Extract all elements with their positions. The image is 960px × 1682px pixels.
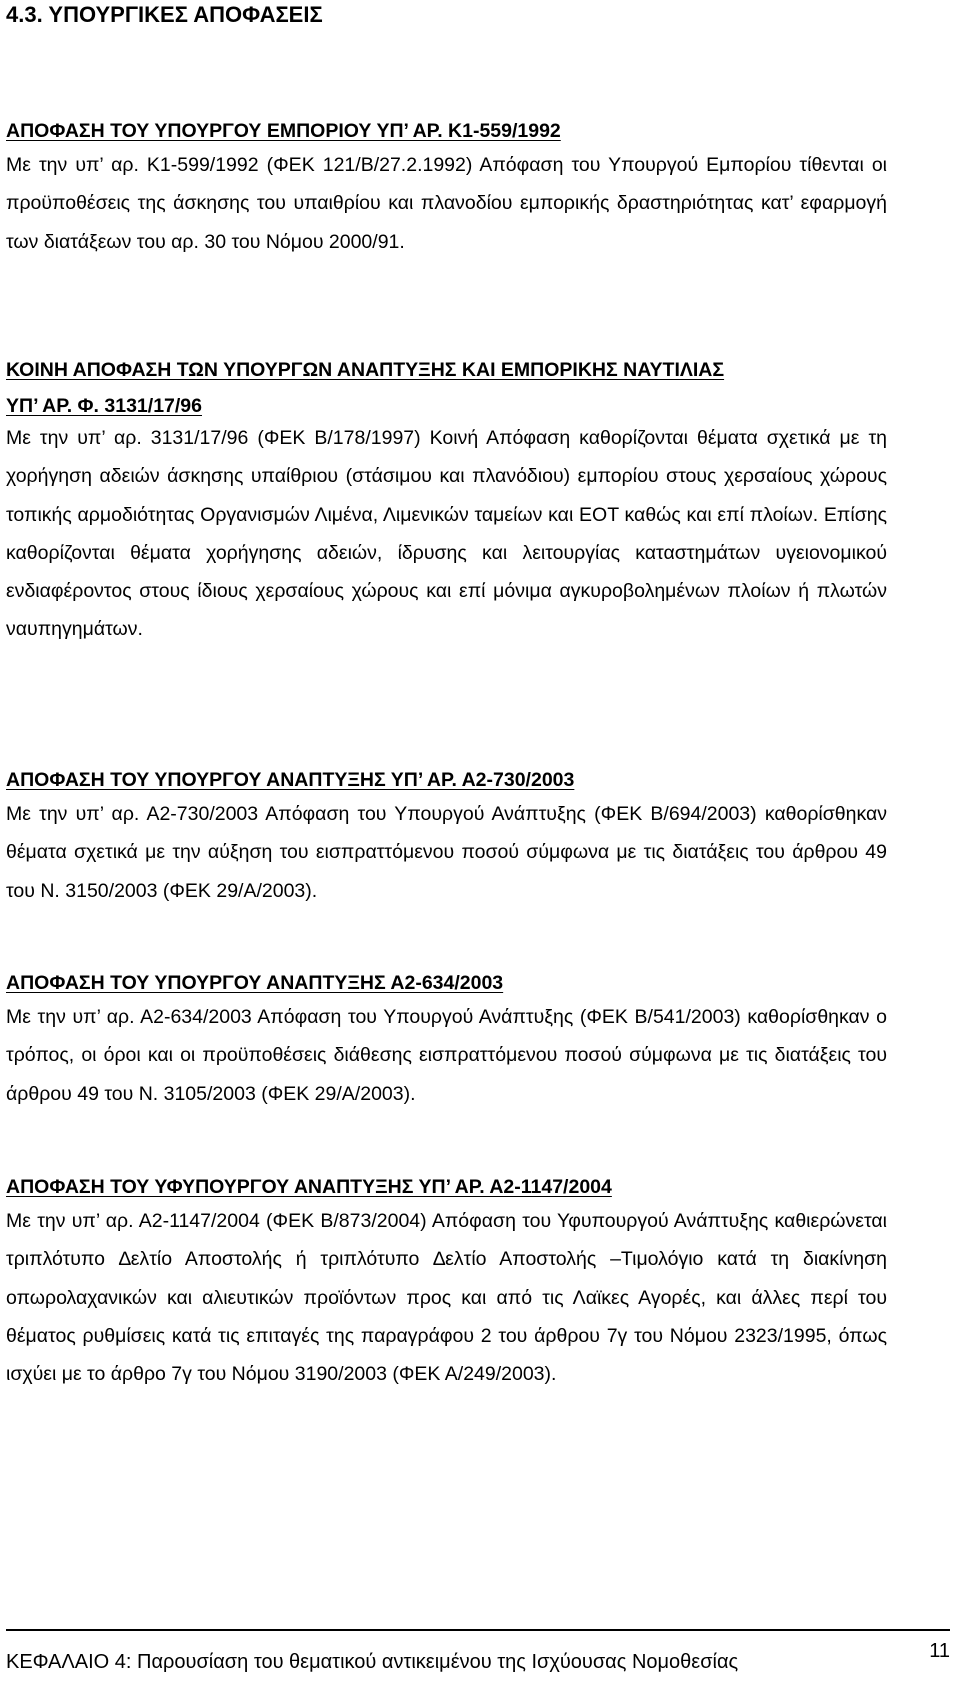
decision-heading-1 (6, 116, 887, 146)
decision-heading-5 (6, 1172, 887, 1202)
decision-block-5 (6, 1172, 887, 1393)
decision-body-5: Με την υπ’ αρ. Α2-1147/2004 (ΦΕΚ Β/873/2004) Απόφαση του Υφυπουργού Ανάπτυξης καθιερώνεται τριπλότυπο ∆ελτίο Αποστολής ή τριπλότυπο ∆ελτίο Αποστολής –Τιμολόγιο κατά τη διακίνηση οπωρολαχανικών και αλιευτικών προϊόντων προς και από τις Λαϊκες Αγορές, και άλλες περί του θέματος ρυθμίσεις κατά τις επιταγές της παραγράφου 2 του άρθρου 7γ του Νόμου 2323/1995, όπως ισχύει με το άρθρο 7γ του Νόμου 3190/2003 (ΦΕΚ Α/249/2003). (6, 1210, 887, 1386)
decision-body-3: Με την υπ’ αρ. Α2-730/2003 Απόφαση του Υπουργού Ανάπτυξης (ΦΕΚ Β/694/2003) καθορίσθηκαν θέματα σχετικά με την αύξηση του εισπραττόμενου ποσού σύμφωνα με τις διατάξεις του άρθρου 49 του Ν. 3150/2003 (ΦΕΚ 29/Α/2003). (6, 803, 887, 902)
decision-block-1 (6, 116, 887, 261)
decision-block-3 (6, 765, 887, 910)
decision-block-2 (6, 355, 887, 649)
decision-body-2: Με την υπ’ αρ. 3131/17/96 (ΦΕΚ Β/178/1997) Κοινή Απόφαση καθορίζονται θέματα σχετικά με τη χορήγηση αδειών άσκησης υπαίθριου (στάσιμου και πλανόδιου) εμπορίου στους χερσαίους χώρους τοπικής αρμοδιότητας Οργανισμών Λιμένα, Λιμενικών ταμείων και ΕΟΤ καθώς και επί πλοίων. Επίσης καθορίζονται θέματα χορήγησης αδειών, ίδρυσης και λειτουργίας καταστημάτων υγειονομικού ενδιαφέροντος στους ίδιους χερσαίους χώρους και επί μόνιμα αγκυροβολημένων πλοίων ή πλωτών ναυπηγημάτων. (6, 427, 887, 641)
decision-heading-5-text: ΑΠΟΦΑΣΗ ΤΟΥ ΥΦΥΠΟΥΡΓΟΥ ΑΝΑΠΤΥΞΗΣ ΥΠ’ ΑΡ. Α2-1147/2004 (6, 1176, 612, 1198)
footer-divider (6, 1629, 950, 1631)
decision-body-1: Με την υπ’ αρ. Κ1-599/1992 (ΦΕΚ 121/Β/27.2.1992) Απόφαση του Υπουργού Εμπορίου τίθενται οι προϋποθέσεις της άσκησης του υπαιθρίου και πλανοδίου εμπορικής δραστηριότητας κατ’ εφαρμογή των διατάξεων του αρ. 30 του Νόμου 2000/91. (6, 154, 887, 253)
decision-heading-1-text: ΑΠΟΦΑΣΗ ΤΟΥ ΥΠΟΥΡΓΟΥ ΕΜΠΟΡΙΟΥ ΥΠ’ ΑΡ. Κ1-559/1992 (6, 120, 561, 142)
page-number: 11 (929, 1640, 950, 1662)
decision-heading-3 (6, 765, 887, 795)
page-footer (6, 1629, 950, 1681)
decision-heading-4 (6, 968, 887, 998)
footer-chapter-title: ΚΕΦΑΛΑΙΟ 4: Παρουσίαση του θεματικού αντικειμένου της Ισχύουσας Νομοθεσίας (6, 1651, 739, 1673)
decision-body-4: Με την υπ’ αρ. Α2-634/2003 Απόφαση του Υπουργού Ανάπτυξης (ΦΕΚ Β/541/2003) καθορίσθηκαν ο τρόπος, οι όροι και οι προϋποθέσεις διάθεσης εισπραττόμενου ποσού σύμφωνα με τις διατάξεις του άρθρου 49 του Ν. 3105/2003 (ΦΕΚ 29/Α/2003). (6, 1006, 887, 1105)
decision-block-4 (6, 968, 887, 1113)
decision-heading-2-line2: ΥΠ’ ΑΡ. Φ. 3131/17/96 (6, 395, 202, 417)
decision-heading-4-text: ΑΠΟΦΑΣΗ ΤΟΥ ΥΠΟΥΡΓΟΥ ΑΝΑΠΤΥΞΗΣ Α2-634/2003 (6, 972, 504, 994)
decision-heading-2 (6, 355, 887, 421)
section-title: 4.3. ΥΠΟΥΡΓΙΚΕΣ ΑΠΟΦΑΣΕΙΣ (6, 2, 323, 27)
decision-heading-2-line1: ΚΟΙΝΗ ΑΠΟΦΑΣΗ ΤΩΝ ΥΠΟΥΡΓΩΝ ΑΝΑΠΤΥΞΗΣ ΚΑΙ ΕΜΠΟΡΙΚΗΣ ΝΑΥΤΙΛΙΑΣ (6, 359, 725, 381)
decision-heading-3-text: ΑΠΟΦΑΣΗ ΤΟΥ ΥΠΟΥΡΓΟΥ ΑΝΑΠΤΥΞΗΣ ΥΠ’ ΑΡ. Α2-730/2003 (6, 769, 575, 791)
